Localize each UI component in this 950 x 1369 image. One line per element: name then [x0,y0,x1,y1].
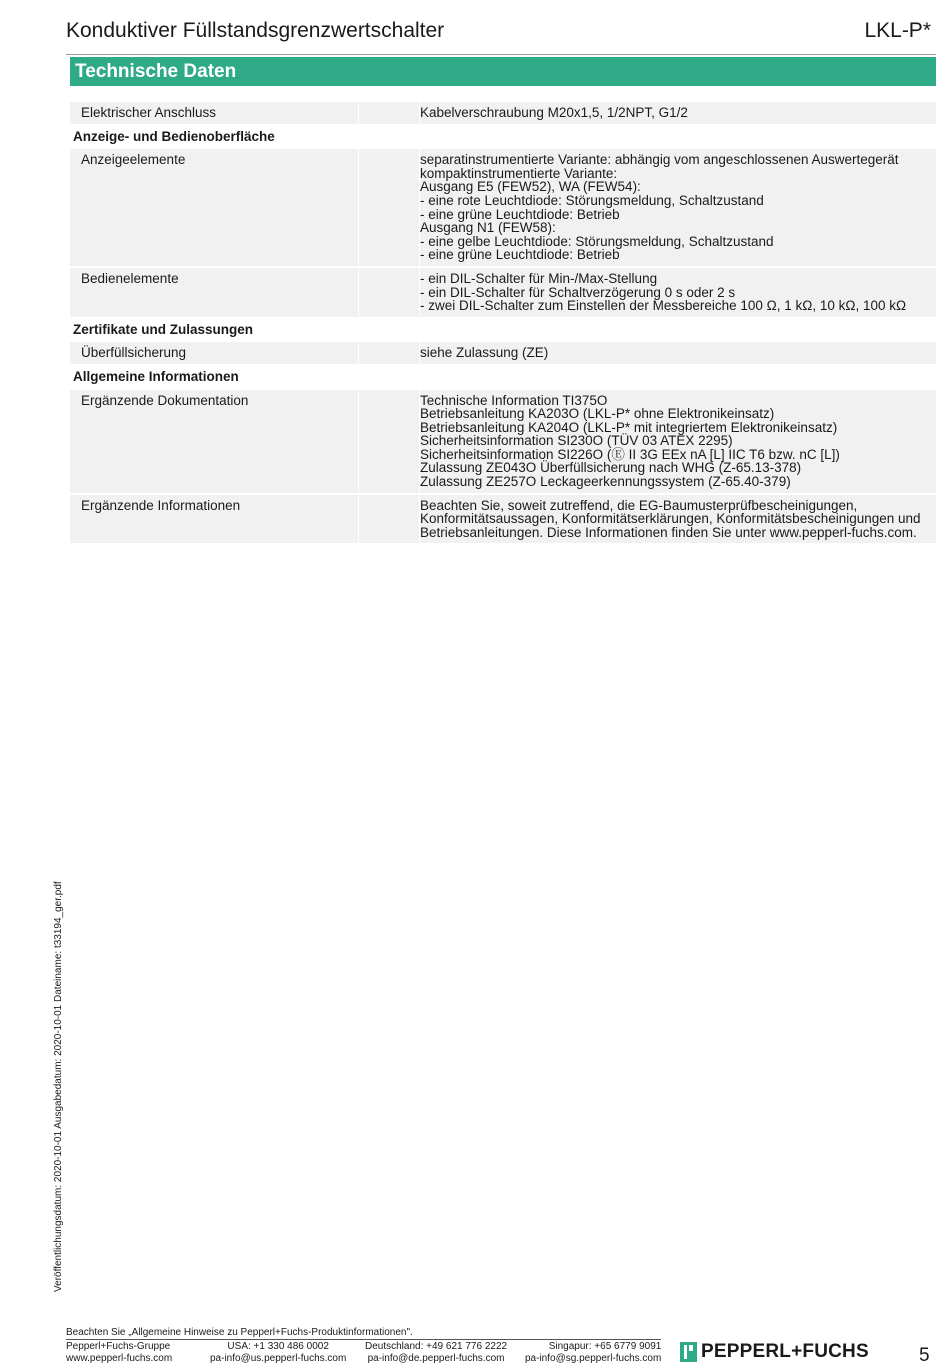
row-value: siehe Zulassung (ZE) [420,345,549,361]
row-label: Bedienelemente [81,270,179,286]
footer-singapore-email[interactable]: pa-info@sg.pepperl-fuchs.com [525,1352,662,1364]
section-heading: Technische Daten [70,57,936,86]
product-model: LKL-P* [864,19,931,42]
row-value: Technische Information TI375O Betriebsanleitung KA203O (LKL-P* ohne Elektronikeinsatz) Betriebsanleitung KA204O (LKL-P* mit integriertem Elektronikeinsatz) Sicherheitsinformation SI230O (TÜV 03 ATEX 2295) Sicherheitsinformation SI226O (Ⓔ II 3G EEx nA [L] IIC T6 bzw. nC [L]) Zulassung ZE043O Überfüllsicherung nach WHG (Z-65.13-378) Zulassung ZE257O Leckageerkennungssystem (Z-65.40-379) [420,392,840,490]
table-row [70,149,936,268]
logo-icon [680,1342,697,1362]
table-row [70,390,936,495]
footer-usa: USA: +1 330 486 0002 pa-info@us.pepperl-fuchs.com [210,1341,347,1364]
footer-group: Pepperl+Fuchs-Gruppe www.pepperl-fuchs.com [66,1341,173,1364]
footer-divider [66,1339,661,1340]
page-number: 5 [919,1345,930,1366]
row-label: Elektrischer Anschluss [81,105,217,120]
table-row [70,495,936,546]
footer-germany-email[interactable]: pa-info@de.pepperl-fuchs.com [367,1352,505,1364]
row-label: Ergänzende Dokumentation [81,392,249,408]
footer-note: Beachten Sie „Allgemeine Hinweise zu Pepperl+Fuchs-Produktinformationen". [66,1327,413,1338]
table-row [70,268,936,319]
row-label: Ergänzende Informationen [81,497,241,513]
row-label: Überfüllsicherung [81,345,187,361]
spec-table [70,102,936,545]
footer-singapore: Singapur: +65 6779 9091 pa-info@sg.pepperl-fuchs.com [525,1341,662,1364]
document-title: Konduktiver Füllstandsgrenzwertschalter [66,19,445,42]
company-logo [680,1341,869,1363]
group-heading: Anzeige- und Bedienoberfläche [70,126,936,150]
header-divider [66,54,936,55]
table-row [70,342,936,366]
row-label: Anzeigeelemente [81,152,186,168]
footer-website-link[interactable]: www.pepperl-fuchs.com [66,1352,173,1364]
table-row [70,102,936,126]
footer-germany: Deutschland: +49 621 776 2222 pa-info@de.pepperl-fuchs.com [365,1341,508,1364]
row-value: Kabelverschraubung M20x1,5, 1/2NPT, G1/2 [420,105,688,120]
footer-usa-email[interactable]: pa-info@us.pepperl-fuchs.com [210,1352,347,1364]
row-value: separatinstrumentierte Variante: abhängig vom angeschlossenen Auswertegerät kompaktinstrumentierte Variante: Ausgang E5 (FEW52), WA (FEW54): - eine rote Leuchtdiode: Störungsmeldung, Schaltzustand - eine grüne Leuchtdiode: Betrieb Ausgang N1 (FEW58): - eine gelbe Leuchtdiode: Störungsmeldung, Schaltzustand - eine grüne Leuchtdiode: Betrieb [420,152,899,263]
row-value: Beachten Sie, soweit zutreffend, die EG-Baumusterprüfbescheinigungen, Konformitätsaussagen, Konformitätserklärungen, Konformitätsbescheinigungen und Betriebsanleitungen. Diese Informationen finden Sie unter www.pepperl-fuchs.com. [420,497,921,540]
group-heading: Zertifikate und Zulassungen [70,319,936,343]
row-value: - ein DIL-Schalter für Min-/Max-Stellung - ein DIL-Schalter für Schaltverzögerung 0 s oder 2 s - zwei DIL-Schalter zum Einstellen der Messbereiche 100 Ω, 1 kΩ, 10 kΩ, 100 kΩ [420,270,907,314]
group-heading: Allgemeine Informationen [70,366,936,390]
publication-info: Veröffentlichungsdatum: 2020-10-01 Ausgabedatum: 2020-10-01 Dateiname: t33194_ger.pdf [53,881,64,1292]
logo-text: PEPPERL+FUCHS [701,1341,869,1362]
